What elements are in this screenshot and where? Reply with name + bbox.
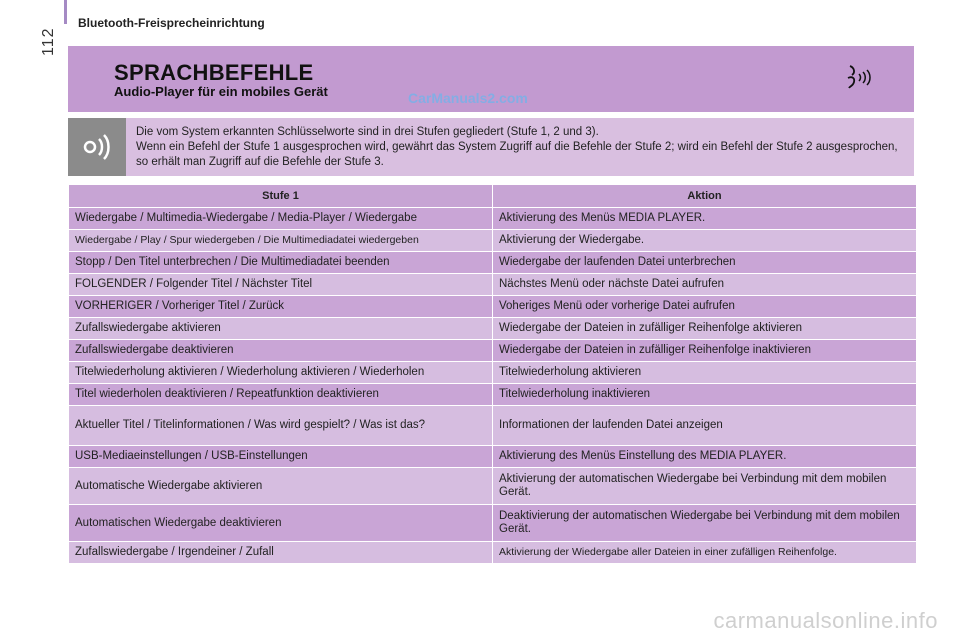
voice-commands-table: [68, 184, 917, 564]
table-row: [69, 542, 917, 564]
voice-command-icon: [846, 64, 872, 90]
table-row: [69, 252, 917, 274]
table-row: [69, 505, 917, 542]
table-row: [69, 296, 917, 318]
action-cell: Aktivierung der Wiedergabe.: [493, 230, 917, 252]
command-cell: Wiedergabe / Multimedia-Wiedergabe / Media-Player / Wiedergabe: [69, 208, 493, 230]
action-cell: Voheriges Menü oder vorherige Datei aufrufen: [493, 296, 917, 318]
footer-watermark: carmanualsonline.info: [713, 608, 938, 633]
page-title: SPRACHBEFEHLE: [114, 60, 314, 85]
action-cell: Nächstes Menü oder nächste Datei aufrufen: [493, 274, 917, 296]
intro-icon-box: [68, 118, 126, 176]
table-row: [69, 230, 917, 252]
command-cell: VORHERIGER / Vorheriger Titel / Zurück: [69, 296, 493, 318]
table-row: [69, 318, 917, 340]
table-row: [69, 340, 917, 362]
command-cell: Zufallswiedergabe aktivieren: [69, 318, 493, 340]
command-cell: Automatischen Wiedergabe deaktivieren: [69, 505, 493, 542]
table-row: [69, 406, 917, 446]
intro-text: [136, 125, 906, 170]
command-cell: Zufallswiedergabe deaktivieren: [69, 340, 493, 362]
command-cell: Titel wiederholen deaktivieren / Repeatfunktion deaktivieren: [69, 384, 493, 406]
header-action: Aktion: [493, 185, 917, 208]
section-accent-bar: [64, 0, 67, 24]
action-cell: Titelwiederholung inaktivieren: [493, 384, 917, 406]
intro-box: [68, 118, 914, 176]
page-subtitle: Audio-Player für ein mobiles Gerät: [114, 84, 328, 99]
action-cell: Aktivierung des Menüs MEDIA PLAYER.: [493, 208, 917, 230]
command-cell: Aktueller Titel / Titelinformationen / Was wird gespielt? / Was ist das?: [69, 406, 493, 446]
header-level-1: Stufe 1: [69, 185, 493, 208]
page-number: 112: [40, 27, 57, 56]
command-cell: Stopp / Den Titel unterbrechen / Die Multimediadatei beenden: [69, 252, 493, 274]
action-cell: Wiedergabe der Dateien in zufälliger Reihenfolge aktivieren: [493, 318, 917, 340]
sound-waves-icon: [68, 118, 126, 176]
section-title: Bluetooth-Freisprecheinrichtung: [78, 16, 265, 30]
command-cell: Titelwiederholung aktivieren / Wiederholung aktivieren / Wiederholen: [69, 362, 493, 384]
command-cell: USB-Mediaeinstellungen / USB-Einstellungen: [69, 446, 493, 468]
action-cell: Wiedergabe der laufenden Datei unterbrechen: [493, 252, 917, 274]
action-cell: Aktivierung der Wiedergabe aller Dateien in einer zufälligen Reihenfolge.: [493, 542, 917, 564]
command-cell: FOLGENDER / Folgender Titel / Nächster Titel: [69, 274, 493, 296]
action-cell: Informationen der laufenden Datei anzeigen: [493, 406, 917, 446]
intro-line-1: Die vom System erkannten Schlüsselworte sind in drei Stufen gegliedert (Stufe 1, 2 und 3).: [136, 126, 599, 138]
action-cell: Aktivierung des Menüs Einstellung des MEDIA PLAYER.: [493, 446, 917, 468]
table-header-row: [69, 185, 917, 208]
action-cell: Deaktivierung der automatischen Wiedergabe bei Verbindung mit dem mobilen Gerät.: [493, 505, 917, 542]
header-banner: [68, 46, 914, 112]
table-row: [69, 468, 917, 505]
table-row: [69, 384, 917, 406]
command-cell: Wiedergabe / Play / Spur wiedergeben / Die Multimediadatei wiedergeben: [69, 230, 493, 252]
table-row: [69, 362, 917, 384]
action-cell: Aktivierung der automatischen Wiedergabe bei Verbindung mit dem mobilen Gerät.: [493, 468, 917, 505]
command-cell: Automatische Wiedergabe aktivieren: [69, 468, 493, 505]
table-row: [69, 208, 917, 230]
action-cell: Wiedergabe der Dateien in zufälliger Reihenfolge inaktivieren: [493, 340, 917, 362]
intro-line-2: Wenn ein Befehl der Stufe 1 ausgesprochen wird, gewährt das System Zugriff auf die Befehle der Stufe 2; wird ein Befehl der Stufe 2 ausgesprochen, so erhält man Zugriff auf die Befehle der Stufe 3.: [136, 141, 898, 168]
watermark-text: CarManuals2.com: [408, 90, 528, 106]
command-cell: Zufallswiedergabe / Irgendeiner / Zufall: [69, 542, 493, 564]
table-row: [69, 446, 917, 468]
action-cell: Titelwiederholung aktivieren: [493, 362, 917, 384]
table-row: [69, 274, 917, 296]
